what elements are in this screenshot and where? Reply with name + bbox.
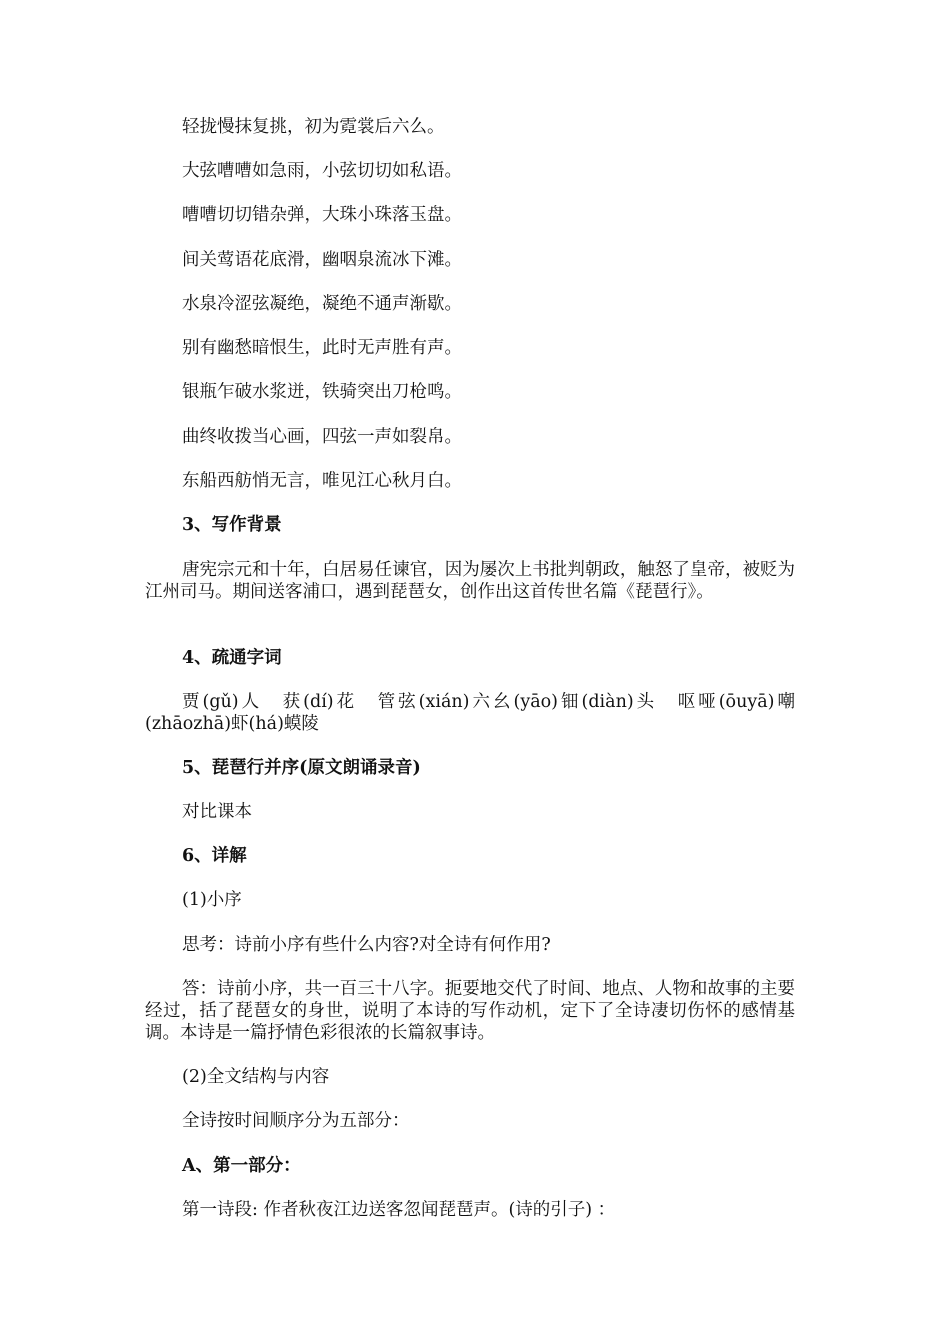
- background-paragraph: 唐宪宗元和十年，白居易任谏官，因为屡次上书批判朝政，触怒了皇帝，被贬为江州司马。期间送客浦口，遇到琵琶女，创作出这首传世名篇《琵琶行》。: [145, 560, 795, 602]
- words-heading: 4、疏通字词: [182, 648, 282, 668]
- words-paragraph: 贾(gǔ)人 获(dí)花 管弦(xián)六幺(yāo)钿(diàn)头 呕哑(ōuyā)嘲(zhāozhā)虾(há)蟆陵: [145, 692, 795, 734]
- detail-heading: 6、详解: [182, 846, 247, 866]
- answer-paragraph: 答：诗前小序，共一百三十八字。扼要地交代了时间、地点、人物和故事的主要经过，括了琵琶女的身世，说明了本诗的写作动机，定下了全诗凄切伤怀的感情基调。本诗是一篇抒情色彩很浓的长篇叙事诗。: [145, 979, 795, 1043]
- poem-line: 东船西舫悄无言，唯见江心秋月白。: [182, 471, 462, 491]
- structure-heading: (2)全文结构与内容: [182, 1067, 330, 1087]
- poem-line: 大弦嘈嘈如急雨，小弦切切如私语。: [182, 161, 462, 181]
- part-a-heading: A、第一部分：: [182, 1156, 301, 1176]
- poem-line: 间关莺语花底滑，幽咽泉流冰下滩。: [182, 250, 462, 270]
- poem-line: 嘈嘈切切错杂弹，大珠小珠落玉盘。: [182, 205, 462, 225]
- poem-line: 轻拢慢抹复挑，初为霓裳后六么。: [182, 117, 445, 137]
- poem-line: 银瓶乍破水浆迸，铁骑突出刀枪鸣。: [182, 382, 462, 402]
- recording-paragraph: 对比课本: [182, 802, 252, 822]
- preface-heading: (1)小序: [182, 890, 242, 910]
- background-heading: 3、写作背景: [182, 515, 282, 535]
- structure-paragraph: 全诗按时间顺序分为五部分：: [182, 1111, 410, 1131]
- question-paragraph: 思考：诗前小序有些什么内容?对全诗有何作用?: [182, 935, 551, 955]
- part-a-paragraph: 第一诗段: 作者秋夜江边送客忽闻琵琶声。(诗的引子) ：: [182, 1200, 616, 1220]
- poem-line: 别有幽愁暗恨生，此时无声胜有声。: [182, 338, 462, 358]
- poem-line: 水泉冷涩弦凝绝，凝绝不通声渐歇。: [182, 294, 462, 314]
- poem-line: 曲终收拨当心画，四弦一声如裂帛。: [182, 427, 462, 447]
- recording-heading: 5、琵琶行并序(原文朗诵录音): [182, 758, 421, 778]
